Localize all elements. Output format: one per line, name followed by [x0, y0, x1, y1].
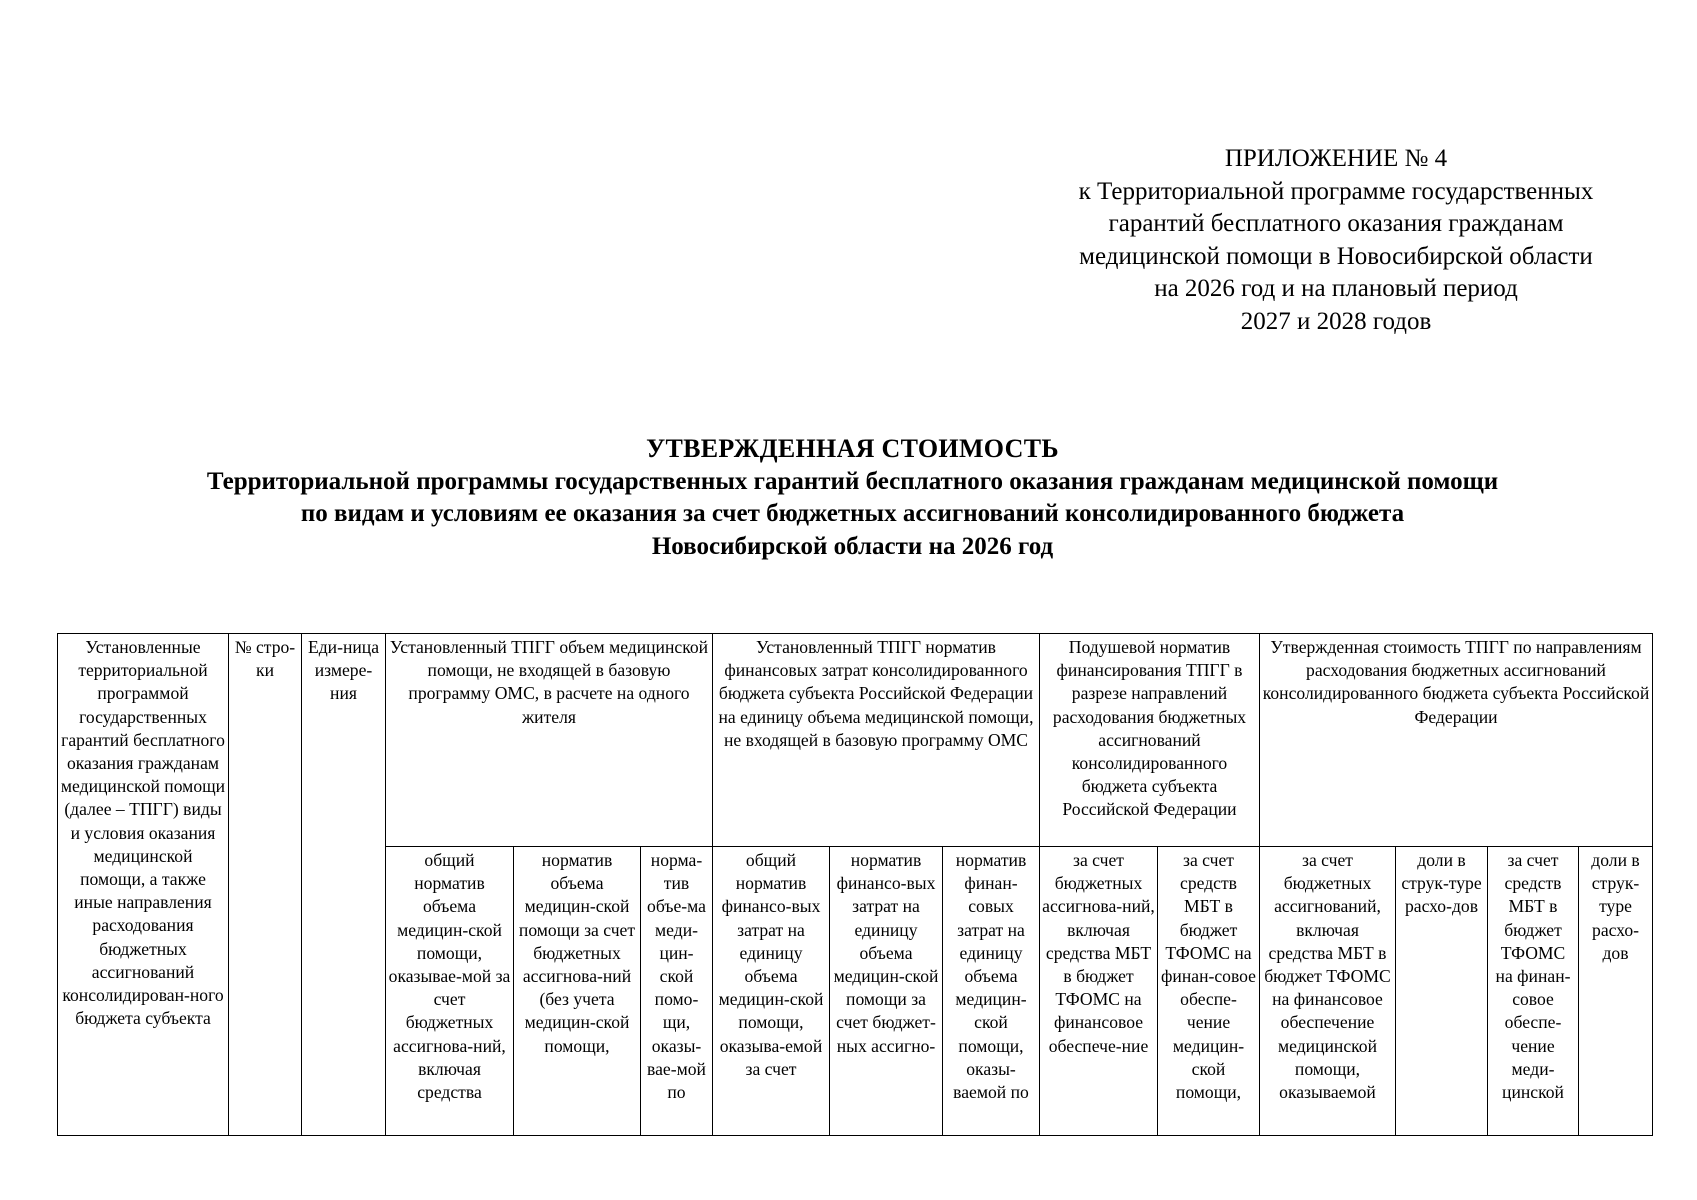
appendix-line: медицинской помощи в Новосибирской области	[1079, 242, 1593, 270]
subheader-cell: норматив объема медицин-ской помощи за счет бюджетных ассигнова-ний (без учета медицин-ской помощи,	[514, 847, 641, 1136]
title-line: Территориальной программы государственных гарантий бесплатного оказания гражданам медицинской помощи	[206, 467, 1499, 495]
title-main: УТВЕРЖДЕННАЯ СТОИМОСТЬ	[646, 434, 1059, 463]
header-row-number: № стро-ки	[229, 634, 302, 1136]
subheader-cell: за счет бюджетных ассигнова-ний, включая средства МБТ в бюджет ТФОМС на финансовое обеспече-ние	[1040, 847, 1158, 1136]
cost-table	[57, 633, 1653, 1136]
subheader-cell: норматив финансо-вых затрат на единицу объема медицин-ской помощи за счет бюджет-ных ассигно-	[830, 847, 943, 1136]
title-line: Новосибирской области на 2026 год	[651, 532, 1054, 560]
header-volume: Установленный ТПГГ объем медицинской помощи, не входящей в базовую программу ОМС, в расчете на одного жителя	[386, 634, 713, 847]
title-line: по видам и условиям ее оказания за счет бюджетных ассигнований консолидированного бюджета	[300, 500, 1405, 527]
header-approved-cost: Утвержденная стоимость ТПГГ по направлениям расходования бюджетных ассигнований консолидированного бюджета субъекта Российской Федерации	[1260, 634, 1653, 847]
header-cost-norm: Установленный ТПГГ норматив финансовых затрат консолидированного бюджета субъекта Российской Федерации на единицу объема медицинской помощи, не входящей в базовую программу ОМС	[713, 634, 1040, 847]
header-unit: Еди-ница измере-ния	[302, 634, 386, 1136]
appendix-line: на 2026 год и на плановый период	[1154, 275, 1518, 302]
appendix-block	[1036, 143, 1636, 338]
appendix-line: гарантий бесплатного оказания гражданам	[1108, 210, 1564, 237]
subheader-cell: норма-тив объе-ма меди-цин-ской помо-щи, оказы-вае-мой по	[641, 847, 713, 1136]
header-per-capita: Подушевой норматив финансирования ТПГГ в разрезе направлений расходования бюджетных ассигнований консолидированного бюджета субъекта Российской Федерации	[1040, 634, 1260, 847]
document-title	[60, 433, 1645, 563]
subheader-cell: за счет бюджетных ассигнований, включая средства МБТ в бюджет ТФОМС на финансовое обеспечение медицинской помощи, оказываемой	[1260, 847, 1396, 1136]
subheader-cell: доли в струк-туре расхо-дов	[1579, 847, 1653, 1136]
header-care-types: Установленные территориальной программой государственных гарантий бесплатного оказания гражданам медицинской помощи (далее – ТПГГ) виды и условия оказания медицинской помощи, а также иные направления расходования бюджетных ассигнований консолидирован-ного бюджета субъекта	[58, 634, 229, 1136]
appendix-line: 2027 и 2028 годов	[1240, 307, 1432, 335]
subheader-cell: общий норматив финансо-вых затрат на единицу объема медицин-ской помощи, оказыва-емой за счет	[713, 847, 830, 1136]
subheader-cell: доли в струк-туре расхо-дов	[1396, 847, 1488, 1136]
subheader-cell: за счет средств МБТ в бюджет ТФОМС на финан-совое обеспе-чение медицин-ской помощи,	[1158, 847, 1260, 1136]
subheader-cell: за счет средств МБТ в бюджет ТФОМС на финан-совое обеспе-чение меди-цинской	[1488, 847, 1579, 1136]
subheader-cell: норматив финан-совых затрат на единицу объема медицин-ской помощи, оказы-ваемой по	[943, 847, 1040, 1136]
subheader-cell: общий норматив объема медицин-ской помощи, оказывае-мой за счет бюджетных ассигнова-ний, включая средства	[386, 847, 514, 1136]
table-header-row	[58, 634, 1653, 847]
appendix-number: ПРИЛОЖЕНИЕ № 4	[1224, 145, 1448, 172]
appendix-line: к Территориальной программе государственных	[1078, 177, 1594, 205]
